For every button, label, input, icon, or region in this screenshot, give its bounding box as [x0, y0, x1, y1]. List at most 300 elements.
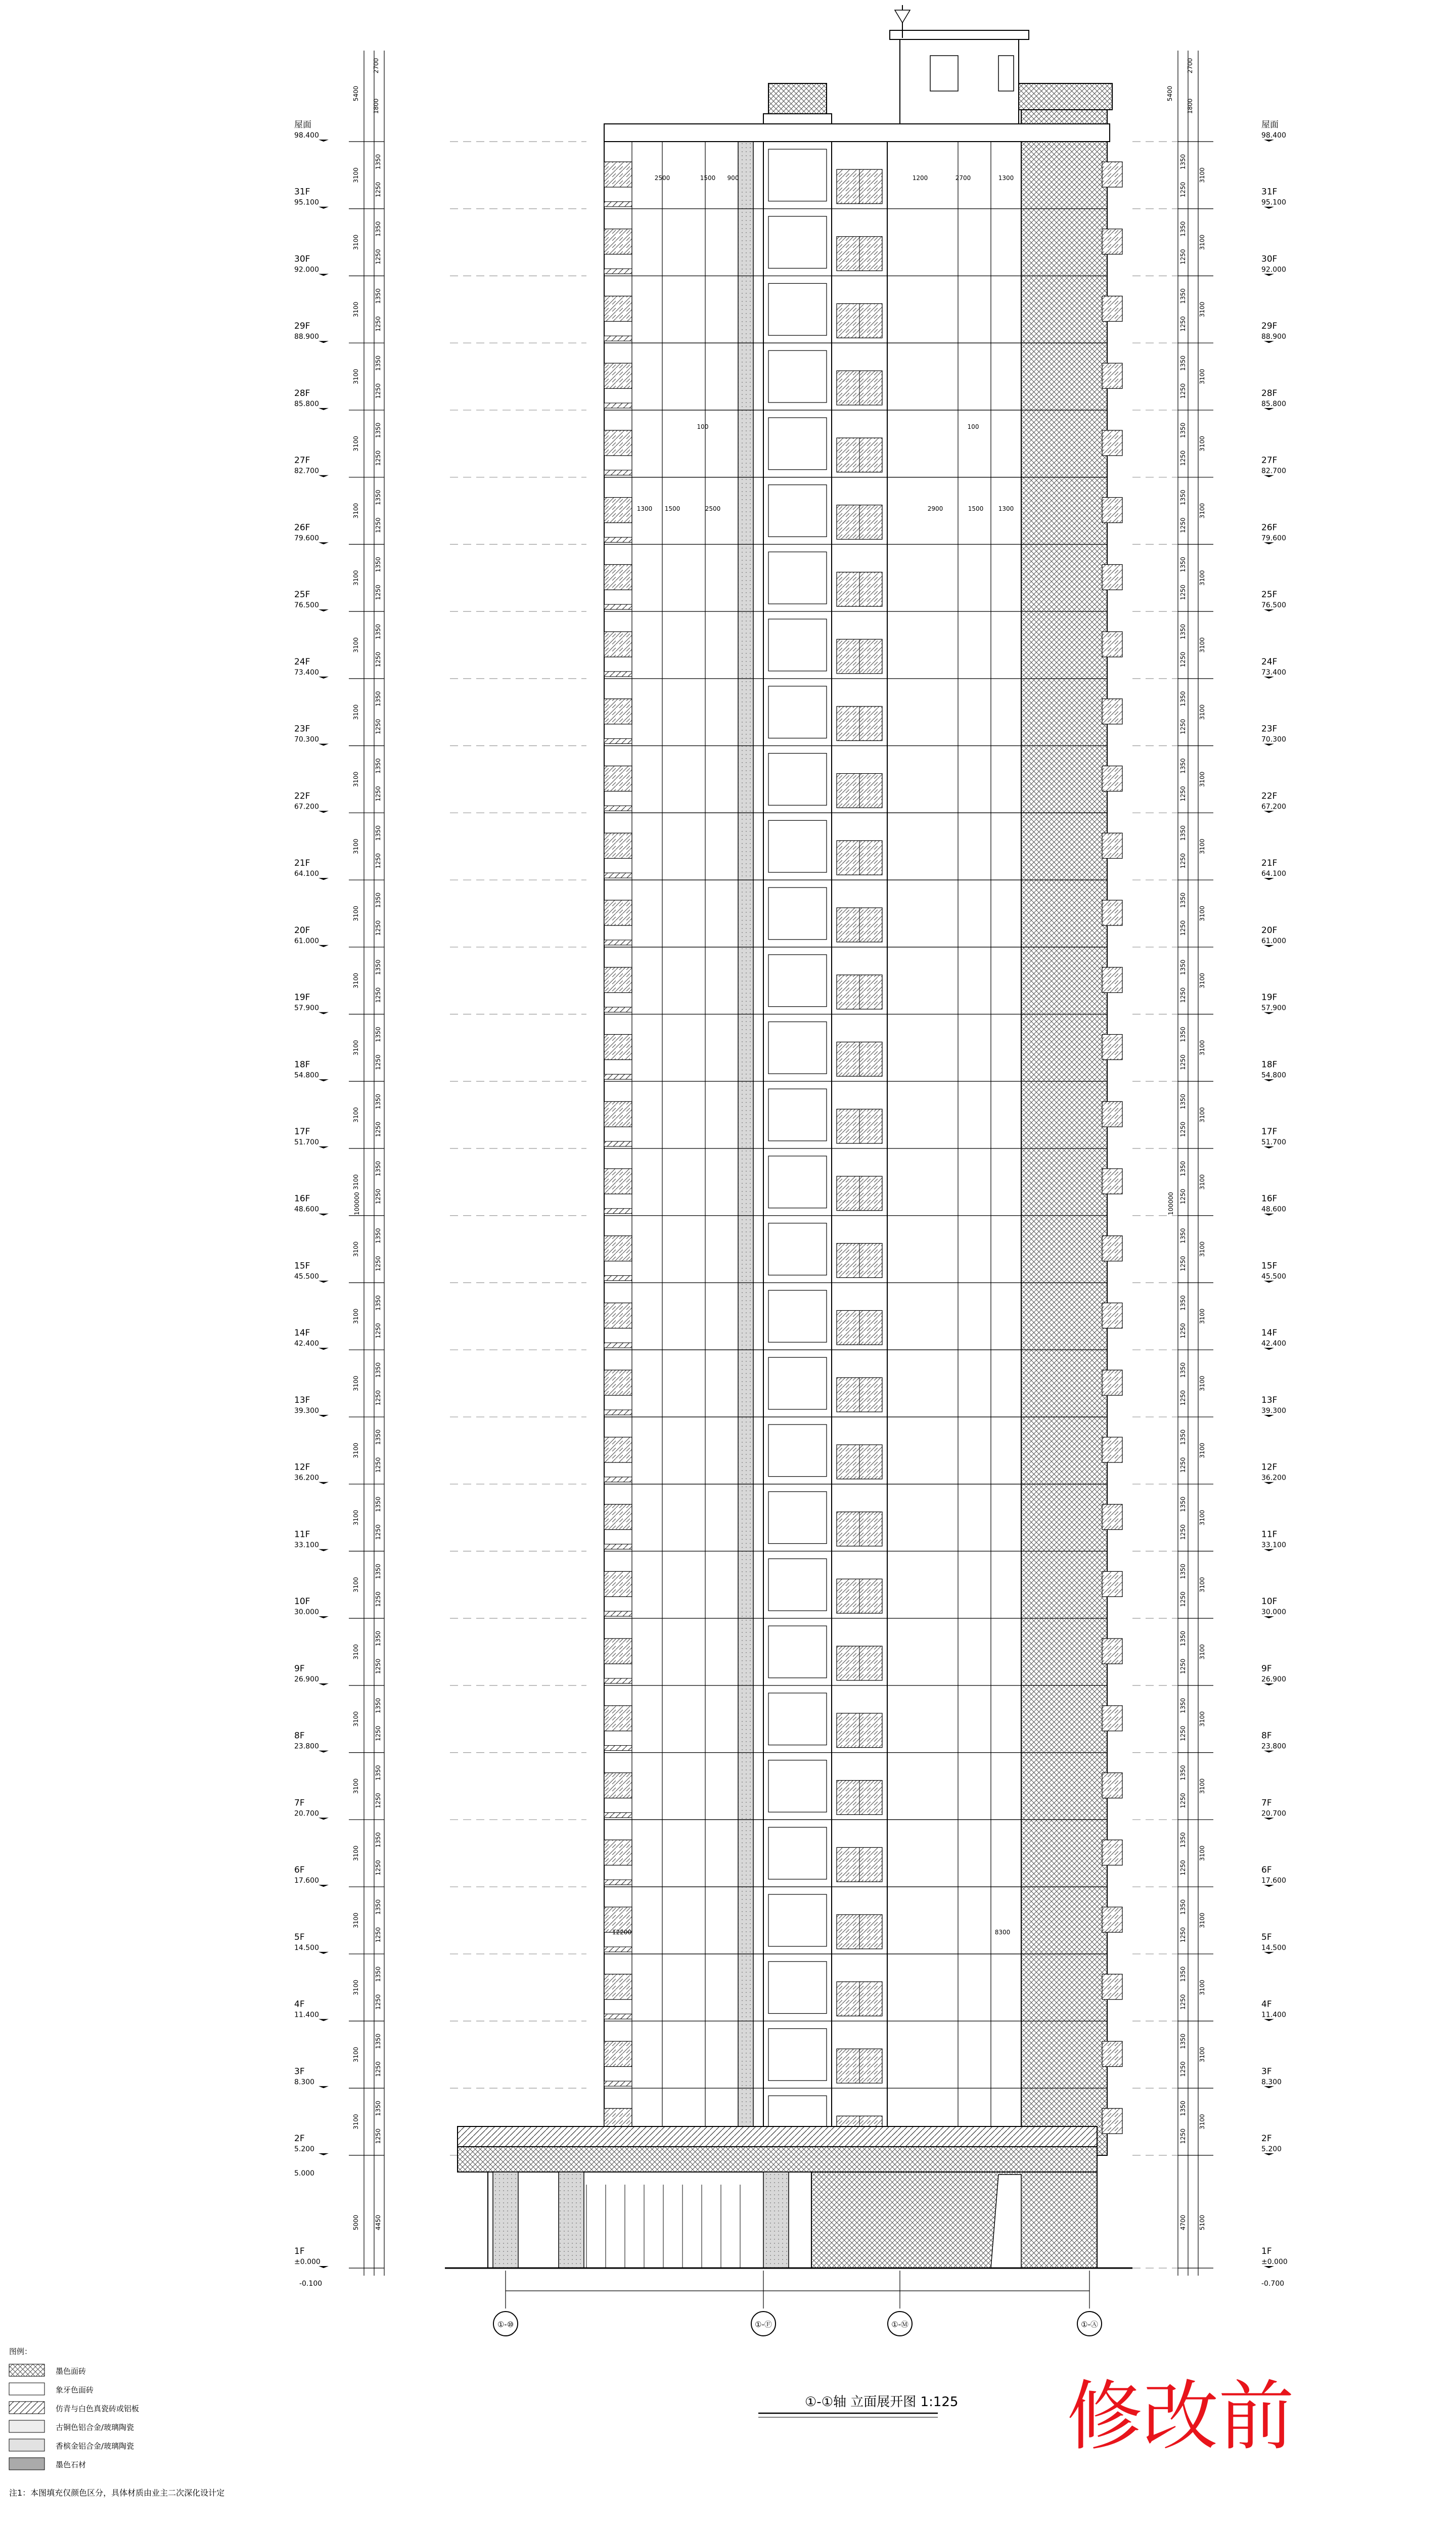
level-elev-left: 20.700: [294, 1809, 319, 1818]
window-sill: [604, 1812, 632, 1817]
dim-sub-b-right: 1250: [1179, 585, 1187, 600]
podium-canopy: [458, 2126, 1097, 2147]
level-name-right: 1F: [1261, 2246, 1272, 2256]
side-window-left: [604, 564, 632, 590]
dim-floor-left: 3100: [352, 301, 359, 318]
dim-floor-left: 3100: [352, 1443, 359, 1458]
level-name-right: 19F: [1261, 992, 1278, 1003]
dim-floor-right: 3100: [1199, 1443, 1206, 1458]
core-window: [768, 1962, 827, 2014]
dim-sub-b-left: 1250: [375, 1054, 382, 1070]
level-marker-left: [318, 542, 329, 544]
dim-sub-a-left: 1350: [375, 691, 382, 707]
dim-sub-a-right: 1350: [1179, 288, 1187, 304]
level-name-left: 16F: [294, 1193, 310, 1204]
side-window-left: [604, 1840, 632, 1865]
level-elev-left: 79.600: [294, 534, 319, 543]
side-window-right: [1102, 296, 1122, 321]
dim-sub-b-left: 1250: [375, 1390, 382, 1406]
level-elev-left: 85.800: [294, 400, 319, 408]
level-marker-right: [1264, 677, 1274, 679]
dim-bottom-left-1: 4450: [375, 2214, 382, 2231]
level-marker-right: [1264, 1079, 1274, 1081]
window-sill: [604, 806, 632, 811]
dim-floor-left: 3100: [352, 2047, 359, 2063]
level-name-left: 26F: [294, 522, 310, 533]
legend-item-6: 墨色石材: [56, 2460, 86, 2469]
level-marker-left: [318, 2019, 329, 2021]
podium-band: [458, 2147, 1097, 2172]
level-name-right: 21F: [1261, 858, 1278, 869]
dim-sub-a-left: 1350: [375, 1093, 382, 1110]
level-name-right: 3F: [1261, 2066, 1272, 2077]
dim-floor-right: 3100: [1199, 1376, 1206, 1391]
level-name-left: 18F: [294, 1059, 310, 1070]
dim-bottom-right-2: 5100: [1199, 2214, 1206, 2231]
core-window: [768, 619, 827, 671]
side-window-left: [604, 430, 632, 456]
dim-sub-b-left: 1250: [375, 383, 382, 399]
dim-sub-b-right: 1250: [1179, 249, 1187, 265]
core-window: [768, 1022, 827, 1074]
level-name-right: 7F: [1261, 1798, 1272, 1808]
upper-width-5: 2700: [955, 174, 971, 182]
level-marker-left: [318, 878, 329, 880]
level-marker-right: [1264, 1214, 1274, 1216]
dim-total-left: 100000: [353, 1192, 360, 1215]
dim-floor-left: 3100: [352, 436, 359, 452]
level-marker-left: [318, 207, 329, 209]
legend-swatch-3: [9, 2402, 44, 2414]
dim-sub-b-right: 1250: [1179, 517, 1187, 533]
level-elev-right: 88.900: [1261, 333, 1286, 341]
core-window: [768, 2029, 827, 2081]
level-name-right: 12F: [1261, 1462, 1278, 1473]
level-name-right: 25F: [1261, 590, 1278, 600]
level-name-right: 6F: [1261, 1865, 1272, 1876]
dim-floor-right: 3100: [1199, 1979, 1206, 1995]
level-marker-left: [318, 475, 329, 477]
level-marker-left: [318, 811, 329, 813]
window-sill: [604, 2014, 632, 2019]
core-window: [768, 283, 827, 335]
dim-floor-right: 3100: [1199, 1577, 1206, 1593]
level-elev-left: 76.500: [294, 601, 319, 610]
level-name-left: 12F: [294, 1462, 310, 1473]
level-name-right: 14F: [1261, 1328, 1278, 1339]
dim-sub-b-left: 1250: [375, 1927, 382, 1943]
level-marker-left: [318, 1146, 329, 1148]
dim-sub-b-left: 1250: [375, 316, 382, 332]
level-name-right: 10F: [1261, 1596, 1278, 1607]
dim-sub-b-right: 1250: [1179, 1725, 1187, 1742]
level-elev-right: 8.300: [1261, 2078, 1282, 2087]
dim-sub-b-right: 1250: [1179, 1121, 1187, 1137]
dim-sub-b-left: 1250: [375, 249, 382, 265]
dim-sub-a-right: 1350: [1179, 557, 1187, 572]
dim-sub-a-left: 1350: [375, 1228, 382, 1244]
upper-width-1: 2500: [654, 174, 670, 182]
level-elev-right: 11.400: [1261, 2011, 1286, 2019]
dim-floor-left: 3100: [352, 1510, 359, 1526]
level-marker-right: [1264, 1952, 1274, 1954]
level-marker-right: [1264, 1012, 1274, 1014]
level-marker-left: [318, 1885, 329, 1887]
level-name-right: 30F: [1261, 254, 1278, 264]
side-window-left: [604, 632, 632, 657]
side-window-right: [1102, 967, 1122, 993]
dim-floor-left: 3100: [352, 369, 359, 384]
level-marker-right: [1264, 542, 1274, 544]
core-window: [768, 820, 827, 872]
side-window-right: [1102, 1437, 1122, 1462]
level-name-right: 17F: [1261, 1127, 1278, 1137]
level-elev-right: 17.600: [1261, 1877, 1286, 1885]
level-marker-left: [318, 609, 329, 611]
core-window: [768, 485, 827, 537]
level-marker-left: [318, 1415, 329, 1417]
dim-floor-left: 3100: [352, 771, 359, 787]
dim-sub-a-left: 1350: [375, 758, 382, 774]
dim-sub-b-right: 1250: [1179, 1323, 1187, 1339]
level-marker-right: [1264, 341, 1274, 343]
dim-sub-a-right: 1350: [1179, 1362, 1187, 1378]
antenna-mark: [895, 10, 910, 23]
level-elev-right: 36.200: [1261, 1474, 1286, 1482]
level-marker-left: [318, 140, 329, 142]
axis-spacing-1: 12200: [612, 1929, 632, 1936]
level-name-left: 20F: [294, 925, 310, 936]
core-window: [768, 1626, 827, 1678]
level-elev-right: 30.000: [1261, 1608, 1286, 1617]
dim-sub-a-right: 1350: [1179, 758, 1187, 774]
level-marker-left: [318, 1751, 329, 1753]
dim-sub-b-right: 1250: [1179, 1591, 1187, 1607]
side-window-left: [604, 1437, 632, 1462]
dim-sub-b-left: 1250: [375, 182, 382, 198]
dim-floor-right: 3100: [1199, 369, 1206, 384]
dim-sub-b-left: 1250: [375, 1323, 382, 1339]
axis-label-1: [493, 2312, 518, 2336]
dim-floor-right: 3100: [1199, 1174, 1206, 1190]
dim-sub-a-left: 1350: [375, 1295, 382, 1311]
side-window-left: [604, 296, 632, 321]
level-name-left: 4F: [294, 1999, 305, 2010]
core-roof-box: [768, 83, 827, 114]
dim-floor-left: 3100: [352, 1308, 359, 1324]
level-name-left: 6F: [294, 1865, 305, 1876]
dim-sub-b-right: 1250: [1179, 1188, 1187, 1205]
dim-sub-a-right: 1350: [1179, 1429, 1187, 1445]
level-marker-right: [1264, 408, 1274, 410]
level-elev-left: 92.000: [294, 265, 319, 274]
svg-text:①-Ⓕ: ①-Ⓕ: [755, 2320, 772, 2329]
dim-floor-left: 3100: [352, 234, 359, 250]
dim-sub-a-right: 1350: [1179, 1698, 1187, 1714]
dim-sub-a-left: 1350: [375, 892, 382, 908]
window-sill: [604, 1746, 632, 1751]
core-window: [768, 418, 827, 470]
window-sill: [604, 1410, 632, 1415]
dim-sub-a-left: 1350: [375, 1698, 382, 1714]
side-window-left: [604, 1101, 632, 1127]
dim-sub-a-right: 1350: [1179, 959, 1187, 975]
legend-swatch-6: [9, 2458, 44, 2470]
dim-floor-left: 3100: [352, 1376, 359, 1391]
window-sill: [604, 1007, 632, 1012]
dim-sub-b-right: 1250: [1179, 786, 1187, 802]
window-sill: [604, 604, 632, 609]
level-elev-right: 92.000: [1261, 265, 1286, 274]
window-sill: [604, 1209, 632, 1214]
dim-floor-right: 3100: [1199, 301, 1206, 318]
level-marker-right: [1264, 1280, 1274, 1282]
level-marker-left: [318, 1817, 329, 1820]
legend-swatch-2: [9, 2383, 44, 2395]
dim-sub-b-right: 1250: [1179, 383, 1187, 399]
core-window: [768, 1223, 827, 1275]
side-window-right: [1102, 1236, 1122, 1261]
level-name-left: 3F: [294, 2066, 305, 2077]
dim-floor-right: 3100: [1199, 503, 1206, 519]
level-elev-right: 39.300: [1261, 1406, 1286, 1415]
level-elev-left: 64.100: [294, 870, 319, 878]
right-hatched-column: [1021, 109, 1107, 2155]
core-window: [768, 1357, 827, 1409]
level-name-left: 30F: [294, 254, 310, 264]
level-marker-left: [318, 1012, 329, 1014]
dim-sub-b-right: 1250: [1179, 1994, 1187, 2010]
dim-floor-left: 3100: [352, 1845, 359, 1861]
dim-floor-left: 3100: [352, 637, 359, 653]
side-window-right: [1102, 1974, 1122, 2000]
level-elev-left: 45.500: [294, 1272, 319, 1281]
level-elev-left: 33.100: [294, 1541, 319, 1549]
core-window: [768, 350, 827, 403]
level-name-left: 23F: [294, 724, 310, 734]
level-elev-right: 98.400: [1261, 131, 1286, 140]
dim-bottom-left-2: 5000: [352, 2214, 359, 2231]
dim-floor-right: 3100: [1199, 234, 1206, 250]
level-marker-right: [1264, 1885, 1274, 1887]
level-marker-left: [318, 744, 329, 746]
dim-sub-a-left: 1350: [375, 557, 382, 572]
svg-text:①-Ⓜ: ①-Ⓜ: [891, 2320, 908, 2329]
core-window: [768, 686, 827, 738]
svg-text:①-Ⓐ: ①-Ⓐ: [1081, 2320, 1098, 2329]
level-name-right: 15F: [1261, 1261, 1278, 1271]
level-name-left: 21F: [294, 858, 310, 869]
dim-floor-right: 3100: [1199, 972, 1206, 989]
level-elev-left: 95.100: [294, 198, 319, 207]
dim-sub-a-left: 1350: [375, 221, 382, 237]
level-elev-right: 95.100: [1261, 198, 1286, 207]
level-marker-left: [318, 1616, 329, 1618]
level-marker-right: [1264, 2086, 1274, 2088]
dim-top-right-3: 5400: [1166, 85, 1173, 102]
legend-item-5: 香槟金铝合金/玻璃陶瓷: [56, 2442, 134, 2451]
dim-floor-left: 3100: [352, 1778, 359, 1794]
side-window-right: [1102, 900, 1122, 925]
dim-total-right: 100000: [1167, 1192, 1174, 1215]
window-sill: [604, 1544, 632, 1549]
window-sill: [604, 1611, 632, 1616]
core-window: [768, 1693, 827, 1745]
mid-width-5: 1500: [968, 505, 984, 512]
dim-floor-left: 3100: [352, 972, 359, 989]
level-name-left: 13F: [294, 1395, 310, 1405]
dim-sub-a-right: 1350: [1179, 892, 1187, 908]
level-elev-right: 14.500: [1261, 1943, 1286, 1952]
dim-floor-right: 3100: [1199, 1308, 1206, 1324]
level-elev-right: 26.900: [1261, 1675, 1286, 1683]
side-window-left: [604, 363, 632, 388]
window-sill: [604, 1275, 632, 1280]
svg-text:①-⑩: ①-⑩: [497, 2320, 514, 2329]
axis-label-3: [888, 2312, 912, 2336]
level-elev-left: 51.700: [294, 1138, 319, 1146]
dim-sub-a-right: 1350: [1179, 691, 1187, 707]
level-name-right: 18F: [1261, 1059, 1278, 1070]
dim-floor-left: 3100: [352, 1174, 359, 1190]
legend-swatch-4: [9, 2420, 44, 2432]
dim-sub-b-left: 1250: [375, 1793, 382, 1808]
dim-sub-b-left: 1250: [375, 1725, 382, 1742]
window-sill: [604, 873, 632, 878]
level-name-right: 28F: [1261, 388, 1278, 398]
side-window-right: [1102, 699, 1122, 724]
mid-width-6: 1300: [998, 505, 1014, 512]
side-window-left: [604, 1504, 632, 1530]
level-name-right: 29F: [1261, 321, 1278, 332]
dim-sub-a-right: 1350: [1179, 1228, 1187, 1244]
revision-stamp: 修改前: [1067, 2373, 1295, 2461]
level-name-left: 2F: [294, 2134, 305, 2144]
side-window-right: [1102, 1840, 1122, 1865]
level-elev-left: 11.400: [294, 2011, 319, 2019]
legend-heading: 图例：: [9, 2347, 32, 2356]
dim-floor-left: 3100: [352, 1711, 359, 1727]
level-name-left: 11F: [294, 1529, 310, 1540]
axis-label-4: [1077, 2312, 1102, 2336]
level-elev-right: 73.400: [1261, 668, 1286, 677]
dim-floor-right: 3100: [1199, 1845, 1206, 1861]
podium-stone-wall: [811, 2172, 1097, 2268]
level-name-left: 5F: [294, 1932, 305, 1942]
level-marker-left: [318, 1214, 329, 1216]
level-name-left: 1F: [294, 2246, 305, 2256]
dim-sub-a-right: 1350: [1179, 1630, 1187, 1647]
level-name-left: 28F: [294, 388, 310, 398]
level-marker-right: [1264, 1146, 1274, 1148]
podium-pillar: [493, 2172, 518, 2268]
dim-floor-left: 3100: [352, 503, 359, 519]
core-window: [768, 753, 827, 806]
level-marker-right: [1264, 1751, 1274, 1753]
level-name-right: 26F: [1261, 522, 1278, 533]
dim-floor-right: 3100: [1199, 1778, 1206, 1794]
level-elev-left: 14.500: [294, 1943, 319, 1952]
level-name-left: 19F: [294, 992, 310, 1003]
mid-width-3: 2500: [705, 505, 721, 512]
window-sill: [604, 1343, 632, 1348]
level-elev-right: 54.800: [1261, 1071, 1286, 1080]
side-window-left: [604, 1773, 632, 1798]
dim-sub-a-right: 1350: [1179, 490, 1187, 505]
dim-sub-b-right: 1250: [1179, 1390, 1187, 1406]
legend-swatch-5: [9, 2439, 44, 2451]
level-elev-right: 61.000: [1261, 937, 1286, 945]
core-window: [768, 1089, 827, 1141]
level-marker-right: [1264, 1683, 1274, 1686]
level-marker-left: [318, 341, 329, 343]
dim-sub-a-left: 1350: [375, 1630, 382, 1647]
side-window-left: [604, 1638, 632, 1664]
level-elev-right: 20.700: [1261, 1809, 1286, 1818]
level-elev-left: 30.000: [294, 1608, 319, 1617]
dim-floor-right: 3100: [1199, 1107, 1206, 1123]
dim-floor-right: 3100: [1199, 1510, 1206, 1526]
level-elev-right: 76.500: [1261, 601, 1286, 610]
side-window-left: [604, 1303, 632, 1328]
side-window-right: [1102, 564, 1122, 590]
window-sill: [604, 1880, 632, 1885]
dim-sub-a-right: 1350: [1179, 1765, 1187, 1781]
level-elev-left: 39.300: [294, 1406, 319, 1415]
level-name-right: 8F: [1261, 1731, 1272, 1741]
window-sill: [604, 202, 632, 207]
dim-sub-a-left: 1350: [375, 2100, 382, 2116]
podium-pillar: [559, 2172, 584, 2268]
side-window-right: [1102, 229, 1122, 254]
dim-floor-left: 3100: [352, 1241, 359, 1257]
level-name-left: 14F: [294, 1328, 310, 1339]
level-elev-right: 70.300: [1261, 735, 1286, 744]
legend-swatch-1: [9, 2364, 44, 2376]
dim-floor-right: 3100: [1199, 436, 1206, 452]
level-marker-right: [1264, 609, 1274, 611]
window-sill: [604, 2081, 632, 2086]
side-window-right: [1102, 1303, 1122, 1328]
side-window-left: [604, 967, 632, 993]
dim-sub-b-right: 1250: [1179, 450, 1187, 466]
dim-floor-left: 3100: [352, 704, 359, 720]
level-name-right: 2F: [1261, 2134, 1272, 2144]
side-window-right: [1102, 1370, 1122, 1395]
dim-sub-b-left: 1250: [375, 1121, 382, 1137]
window-sill: [604, 672, 632, 677]
side-window-left: [604, 1169, 632, 1194]
axis-label-2: [751, 2312, 776, 2336]
dim-sub-a-left: 1350: [375, 1027, 382, 1042]
level-elev-right: 5.200: [1261, 2145, 1282, 2153]
side-window-left: [604, 833, 632, 858]
dim-floor-right: 3100: [1199, 771, 1206, 787]
legend-item-4: 古铜色铝合金/玻璃陶瓷: [56, 2423, 134, 2432]
level-marker-right: [1264, 811, 1274, 813]
window-sill: [604, 940, 632, 945]
core-window: [768, 552, 827, 604]
side-window-left: [604, 1035, 632, 1060]
upper-width-6: 1300: [998, 174, 1014, 182]
dim-sub-b-right: 1250: [1179, 1860, 1187, 1876]
side-window-right: [1102, 498, 1122, 523]
side-window-right: [1102, 1504, 1122, 1530]
level-elev-right: 51.700: [1261, 1138, 1286, 1146]
level-marker-left: [318, 408, 329, 410]
dim-floor-left: 3100: [352, 1644, 359, 1660]
side-window-right: [1102, 1706, 1122, 1731]
